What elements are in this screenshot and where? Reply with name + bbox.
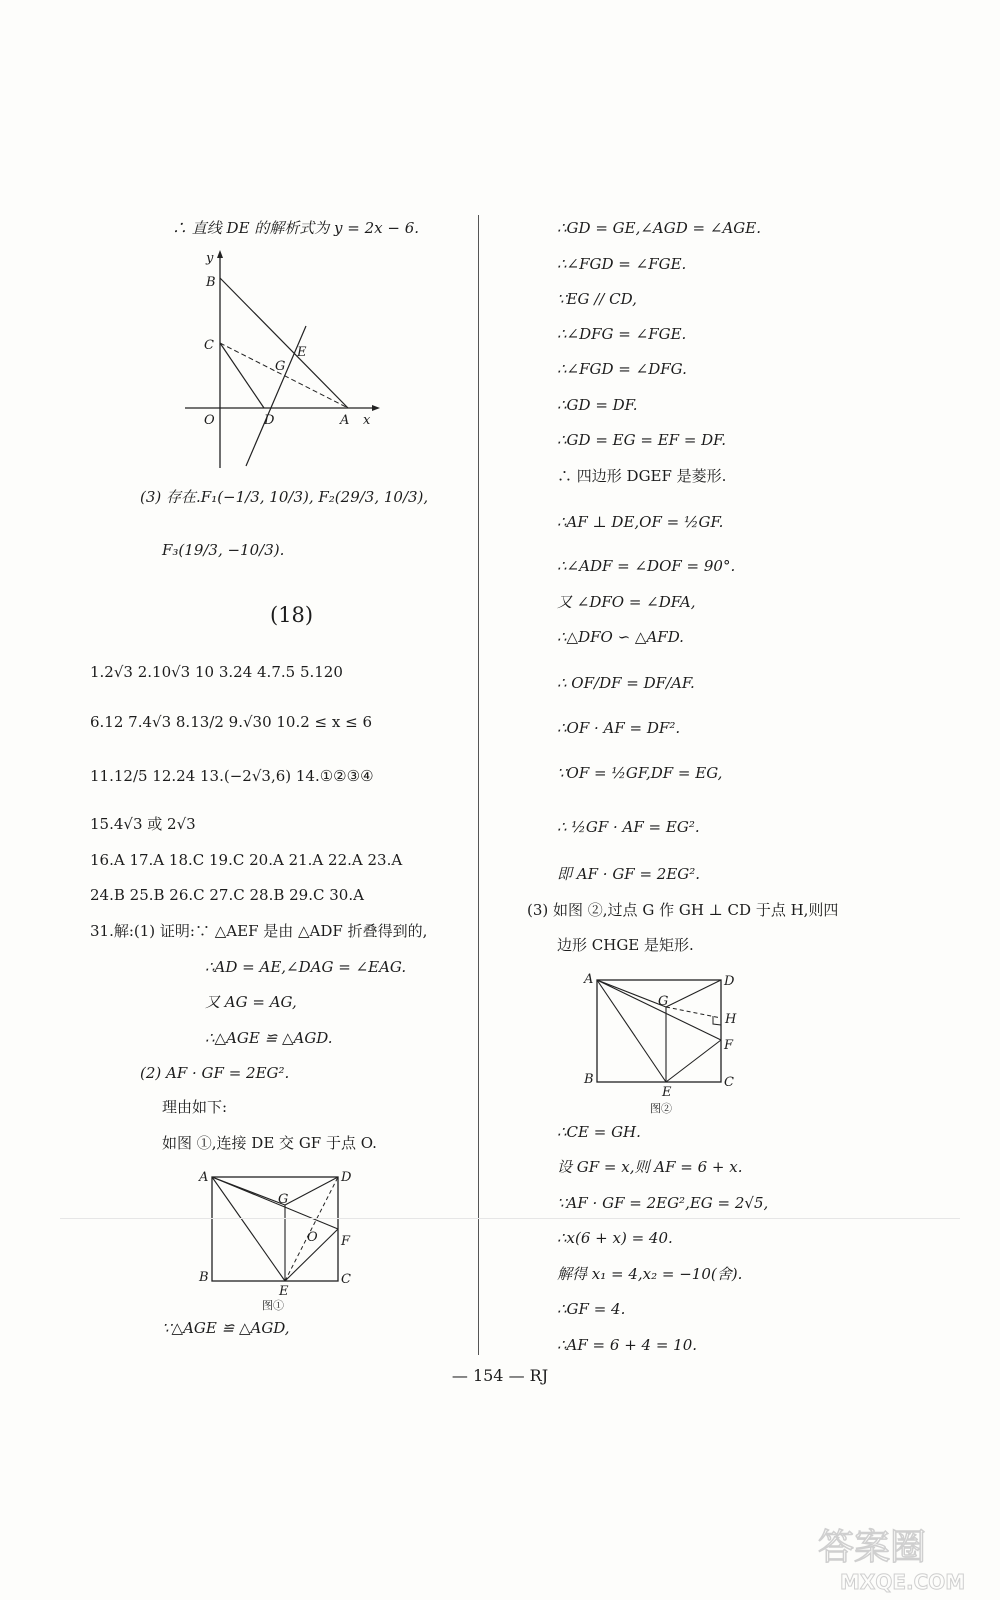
- fig2-label-b: B: [584, 1072, 594, 1087]
- solution-step: 如图 ①,连接 DE 交 GF 于点 O.: [162, 1134, 377, 1152]
- answers-1-5: 1.2√3 2.10√3 10 3.24 4.7.5 5.120: [90, 663, 343, 681]
- watermark-icon: [810, 1515, 980, 1595]
- line-ca-dashed: [220, 343, 348, 408]
- solution-31-part2: (2) AF · GF = 2EG².: [140, 1064, 290, 1082]
- proof-step: 解得 x₁ = 4,x₂ = −10(舍).: [557, 1265, 743, 1283]
- proof-step: ∴∠FGD = ∠FGE.: [557, 255, 687, 273]
- proof-step: ∴AF ⊥ DE,OF = ½GF.: [557, 513, 724, 531]
- line-ab: [220, 278, 348, 408]
- answers-6-10: 6.12 7.4√3 8.13/2 9.√30 10.2 ≤ x ≤ 6: [90, 713, 372, 731]
- answers-24-30: 24.B 25.B 26.C 27.C 28.B 29.C 30.A: [90, 886, 364, 904]
- proof-step: ∴GD = DF.: [557, 396, 638, 414]
- fig1-label-c: C: [341, 1272, 351, 1287]
- fig1-label-o: O: [307, 1230, 318, 1245]
- label-x: x: [363, 413, 371, 428]
- column-divider: [478, 215, 479, 1355]
- fig2-label-e: E: [662, 1085, 672, 1100]
- line-cd: [220, 343, 264, 408]
- solution-step: 又 AG = AG,: [205, 993, 297, 1011]
- faint-rule: [60, 1218, 960, 1219]
- answers-16-23: 16.A 17.A 18.C 19.C 20.A 21.A 22.A 23.A: [90, 851, 403, 869]
- answers-15: 15.4√3 或 2√3: [90, 815, 196, 833]
- proof-step: ∵AF · GF = 2EG²,EG = 2√5,: [557, 1194, 769, 1212]
- proof-step: ∴∠ADF = ∠DOF = 90°.: [557, 557, 736, 575]
- figure-1: [195, 1165, 365, 1300]
- solution-step: ∴AD = AE,∠DAG = ∠EAG.: [205, 958, 407, 976]
- answers-11-14: 11.12/5 12.24 13.(−2√3,6) 14.①②③④: [90, 767, 374, 785]
- proof-step: ∴ ½GF · AF = EG².: [557, 818, 700, 836]
- label-g: G: [275, 359, 286, 374]
- proof-step: ∴ 四边形 DGEF 是菱形.: [557, 467, 727, 485]
- solution-part3: (3) 如图 ②,过点 G 作 GH ⊥ CD 于点 H,则四: [527, 901, 839, 919]
- fig1-label-a: A: [199, 1170, 209, 1185]
- proof-step: ∴ OF/DF = DF/AF.: [557, 674, 695, 692]
- svg-text:答案圈: 答案圈: [818, 1527, 927, 1568]
- label-b: B: [206, 275, 216, 290]
- existence-f1-f2: (3) 存在.F₁(−1/3, 10/3), F₂(29/3, 10/3),: [140, 488, 429, 506]
- fig2-label-h: H: [725, 1012, 737, 1027]
- proof-step: ∴CE = GH.: [557, 1123, 641, 1141]
- proof-step: ∴AF = 6 + 4 = 10.: [557, 1336, 698, 1354]
- proof-step: ∴GD = EG = EF = DF.: [557, 431, 727, 449]
- proof-step: ∴GF = 4.: [557, 1300, 626, 1318]
- existence-f3: F₃(19/3, −10/3).: [162, 541, 285, 559]
- solution-step: ∵△AGE ≌ △AGD,: [162, 1319, 290, 1337]
- proof-step: ∵EG // CD,: [557, 290, 637, 308]
- fig1-label-d: D: [341, 1170, 352, 1185]
- solution-step: ∴△AGE ≌ △AGD.: [205, 1029, 333, 1047]
- label-e: E: [297, 345, 307, 360]
- label-y: y: [206, 251, 214, 266]
- proof-step: ∴x(6 + x) = 40.: [557, 1229, 673, 1247]
- proof-step: ∴∠DFG = ∠FGE.: [557, 325, 687, 343]
- fig1-label-f: F: [341, 1234, 351, 1249]
- label-d: D: [264, 413, 275, 428]
- label-a: A: [340, 413, 350, 428]
- proof-step: ∴GD = GE,∠AGD = ∠AGE.: [557, 219, 761, 237]
- figure-2-caption: 图②: [650, 1102, 672, 1115]
- proof-step: ∴∠FGD = ∠DFG.: [557, 360, 687, 378]
- fig1-label-e: E: [279, 1284, 289, 1299]
- label-c: C: [204, 338, 214, 353]
- solution-31-part1: 31.解:(1) 证明:∵ △AEF 是由 △ADF 折叠得到的,: [90, 922, 428, 940]
- proof-step: ∵OF = ½GF,DF = EG,: [557, 764, 723, 782]
- proof-step: 设 GF = x,则 AF = 6 + x.: [557, 1158, 743, 1176]
- proof-step: ∴OF · AF = DF².: [557, 719, 681, 737]
- label-o: O: [204, 413, 215, 428]
- proof-step: 边形 CHGE 是矩形.: [557, 936, 694, 954]
- fig2-label-g: G: [658, 994, 669, 1009]
- fig2-label-d: D: [724, 974, 735, 989]
- fig1-label-b: B: [199, 1270, 209, 1285]
- figure-2: [578, 965, 748, 1100]
- fig1-label-g: G: [278, 1192, 289, 1207]
- line-de-equation: ∴ 直线 DE 的解析式为 y = 2x − 6.: [172, 219, 420, 237]
- fig2-label-f: F: [724, 1038, 734, 1053]
- solution-step: 理由如下:: [162, 1098, 228, 1116]
- proof-step: ∴△DFO ∽ △AFD.: [557, 628, 684, 646]
- watermark-logo: [810, 1515, 980, 1595]
- svg-text:MXQE.COM: MXQE.COM: [840, 1570, 966, 1594]
- figure-1-caption: 图①: [262, 1299, 284, 1312]
- fig2-label-c: C: [724, 1075, 734, 1090]
- proof-step: 又 ∠DFO = ∠DFA,: [557, 593, 696, 611]
- proof-step: 即 AF · GF = 2EG².: [557, 865, 701, 883]
- page-number: — 154 — RJ: [451, 1366, 549, 1385]
- fig2-label-a: A: [584, 972, 594, 987]
- section-title: (18): [270, 603, 314, 627]
- coordinate-graph: [180, 248, 380, 473]
